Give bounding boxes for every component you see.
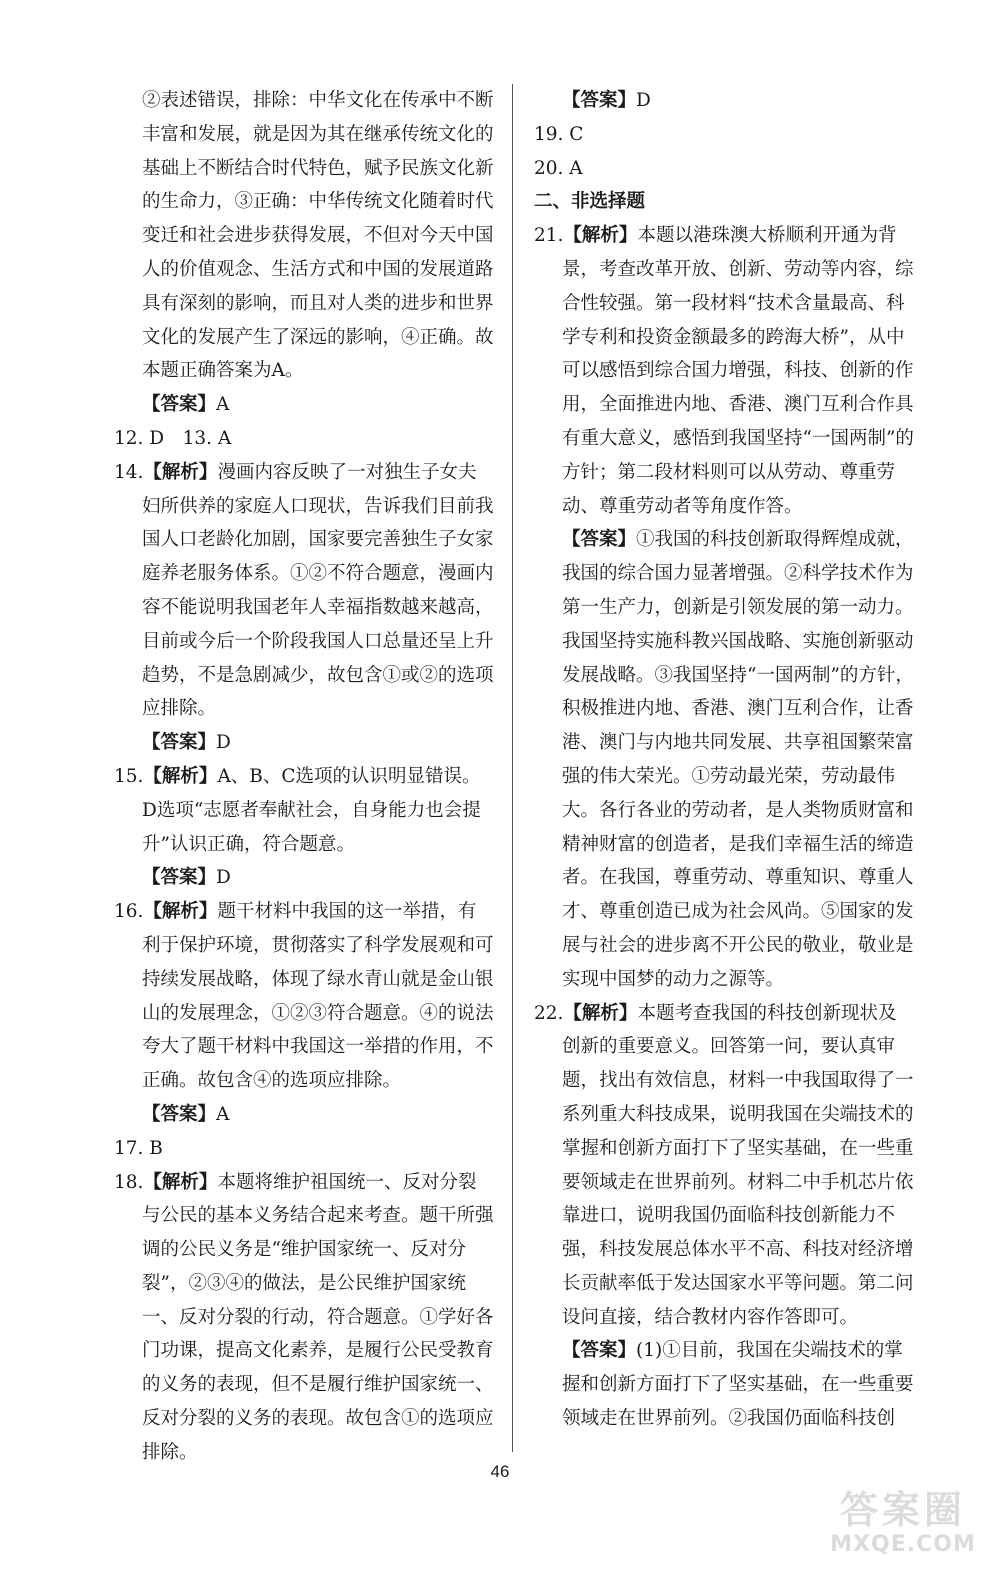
question-number: 21. xyxy=(534,225,564,247)
watermark-logo xyxy=(828,1488,978,1566)
answer-q15 xyxy=(114,861,494,895)
answer-q16 xyxy=(114,1098,494,1132)
question-number: 18. xyxy=(114,1171,144,1193)
left-column xyxy=(114,84,494,1470)
analysis-text: 题干材料中我国的这一举措，有利于保护环境，贯彻落实了科学发展观和可持续发展战略，体现了绿水青山就是金山银山的发展理念，①②③符合题意。④的说法夸大了题干材料中我国这一举措的作用，不正确。故包含④的选项应排除。 xyxy=(142,901,494,1092)
analysis-label: 【解析】 xyxy=(143,461,218,483)
question-16 xyxy=(114,895,494,1098)
analysis-text: 本题以港珠澳大桥顺利开通为背景，考查改革开放、创新、劳动等内容，综合性较强。第一段材料“技术含量最高、科学专利和投资金额最多的跨海大桥”，从中可以感悟到综合国力增强，科技、创新的作用，全面推进内地、香港、澳门互利合作具有重大意义，感悟到我国坚持“一国两制”的方针；第二段材料则可以从劳动、尊重劳动、尊重劳动者等角度作答。 xyxy=(562,225,914,517)
watermark-title: 答案圈 xyxy=(839,1488,966,1532)
answer-q20: 20. A xyxy=(534,157,583,179)
analysis-label: 【解析】 xyxy=(143,765,218,787)
answer-text: ①我国的科技创新取得辉煌成就，我国的综合国力显著增强。②科学技术作为第一生产力，创新是引领发展的第一动力。我国坚持实施科教兴国战略、实施创新驱动发展战略。③我国坚持“一国两制”的方针，积极推进内地、香港、澳门互利合作，让香港、澳门与内地共同发展、共享祖国繁荣富强的伟大荣光。①劳动最光荣，劳动最伟大。各行各业的劳动者，是人类物质财富和精神财富的创造者，是我们幸福生活的缔造者。在我国，尊重劳动、尊重知识、尊重人才、尊重创造已成为社会风尚。⑤国家的发展与社会的进步离不开公民的敬业，敬业是实现中国梦的动力之源等。 xyxy=(562,529,914,990)
analysis-text: 漫画内容反映了一对独生子女夫妇所供养的家庭人口现状，告诉我们目前我国人口老龄化加剧，国家要完善独生子女家庭养老服务体系。①②不符合题意，漫画内容不能说明我国老年人幸福指数越来越高，目前或今后一个阶段我国人口总量还呈上升趋势，不是急剧减少，故包含①或②的选项应排除。 xyxy=(142,461,494,720)
analysis-text: 本题将维护祖国统一、反对分裂与公民的基本义务结合起来考查。题干所强调的公民义务是“维护国家统一、反对分裂”，②③④的做法，是公民维护国家统一、反对分裂的行动，符合题意。①学好各门功课，提高文化素养，是履行公民受教育的义务的表现，但不是履行维护国家统一、反对分裂的义务的表现。故包含①的选项应排除。 xyxy=(142,1171,494,1463)
question-15 xyxy=(114,760,494,861)
answer-value: A xyxy=(216,394,230,416)
answer-value: D xyxy=(216,732,231,754)
question-21 xyxy=(534,219,914,523)
analysis-label: 【解析】 xyxy=(563,1002,638,1024)
answer-label: 【答案】 xyxy=(562,90,637,111)
analysis-label: 【解析】 xyxy=(563,225,638,247)
answer-q11 xyxy=(114,388,494,422)
answer-value: D xyxy=(636,90,651,111)
answer-label: 【答案】 xyxy=(142,1103,217,1125)
question-14 xyxy=(114,456,494,726)
question-18 xyxy=(114,1166,494,1470)
watermark-url: MXQE.COM xyxy=(830,1532,976,1557)
question-22 xyxy=(534,997,914,1335)
analysis-label: 【解析】 xyxy=(143,1171,218,1193)
answer-q22 xyxy=(534,1334,914,1435)
answer-q19: 19. C xyxy=(534,123,584,145)
question-number: 22. xyxy=(534,1002,564,1024)
answers-q12-q13: 12. D 13. A xyxy=(114,427,232,449)
answer-q14 xyxy=(114,726,494,760)
answer-q18 xyxy=(534,84,914,118)
answer-q21 xyxy=(534,523,914,996)
question-number: 15. xyxy=(114,765,144,787)
section-heading: 二、非选择题 xyxy=(534,191,646,213)
paragraph-q11-analysis: ②表述错误，排除：中华文化在传承中不断丰富和发展，就是因为其在继承传统文化的基础上不断结合时代特色，赋予民族文化新的生命力，③正确：中华传统文化随着时代变迁和社会进步获得发展，不但对今天中国人的价值观念、生活方式和中国的发展道路具有深刻的影响，而且对人类的进步和世界文化的发展产生了深远的影响，④正确。故本题正确答案为A。 xyxy=(142,90,494,382)
page-number: 46 xyxy=(490,1462,510,1481)
answer-label: 【答案】 xyxy=(562,1340,637,1362)
answer-value: D xyxy=(216,867,231,889)
analysis-text: A、B、C选项的认识明显错误。D选项“志愿者奉献社会，自身能力也会提升”认识正确，符合题意。 xyxy=(142,765,481,855)
analysis-label: 【解析】 xyxy=(143,901,218,923)
right-column xyxy=(534,84,914,1436)
answer-label: 【答案】 xyxy=(142,394,217,416)
answer-label: 【答案】 xyxy=(562,529,637,551)
question-number: 14. xyxy=(114,461,144,483)
answer-label: 【答案】 xyxy=(142,867,217,889)
answer-value: A xyxy=(216,1103,230,1125)
analysis-text: 本题考查我国的科技创新现状及创新的重要意义。回答第一问，要认真审题，找出有效信息，材料一中我国取得了一系列重大科技成果，说明我国在尖端技术的掌握和创新方面打下了坚实基础，在一些重要领域走在世界前列。材料二中手机芯片依靠进口，说明我国仍面临科技创新能力不强，科技发展总体水平不高、科技对经济增长贡献率低于发达国家水平等问题。第二问设问直接，结合教材内容作答即可。 xyxy=(562,1002,914,1328)
question-number: 16. xyxy=(114,901,144,923)
answer-text: (1)①目前，我国在尖端技术的掌握和创新方面打下了坚实基础，在一些重要领域走在世界前列。②我国仍面临科技创 xyxy=(562,1340,914,1430)
answer-q17: 17. B xyxy=(114,1137,163,1159)
answer-label: 【答案】 xyxy=(142,732,217,754)
column-divider xyxy=(512,84,513,1452)
